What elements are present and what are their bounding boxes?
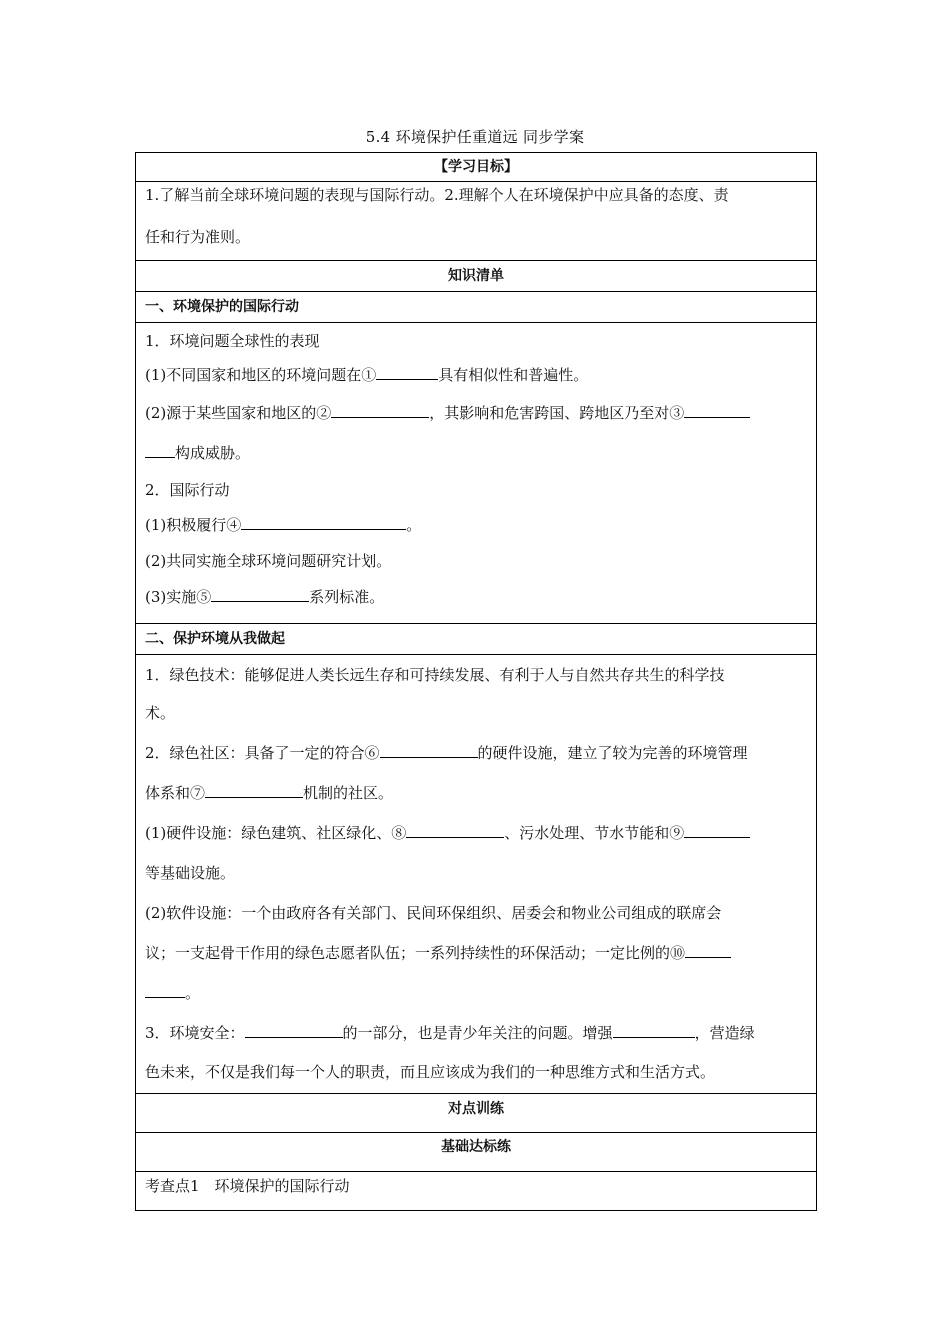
section1-content-row (136, 323, 817, 624)
s1-item-b (145, 393, 807, 433)
hw-line-2: 等基础设施。 (145, 864, 236, 882)
hw-line-1 (145, 813, 807, 853)
sw-line3-post: 。 (185, 984, 201, 1002)
hw-pre: (1)硬件设施：绿色建筑、社区绿化、⑧ (145, 824, 407, 842)
blank-1 (376, 364, 438, 380)
training-header: 对点训练 (136, 1094, 817, 1133)
s1-item-b-cont (145, 433, 807, 473)
s2-item-a (145, 507, 807, 543)
g1-line-2: 术。 (145, 704, 176, 722)
training-header-row (136, 1094, 817, 1133)
checkpoint: 考查点1 环境保护的国际行动 (136, 1172, 817, 1211)
objectives-line-2: 任和行为准则。 (145, 228, 251, 246)
section2-content-row (136, 655, 817, 1094)
sw-line2-pre: 议；一支起骨干作用的绿色志愿者队伍；一系列持续性的环保活动；一定比例的⑩ (145, 944, 686, 962)
blank-10b (145, 982, 185, 998)
blank-10a (685, 942, 731, 958)
g3-line-1 (145, 1013, 807, 1053)
s1-item-b-mid: ，其影响和危害跨国、跨地区乃至对③ (429, 404, 685, 422)
sw-line-2 (145, 933, 807, 973)
basic-header: 基础达标练 (136, 1133, 817, 1172)
blank-2 (331, 402, 429, 418)
section1-content (136, 323, 817, 624)
g2-mid: 的硬件设施，建立了较为完善的环境管理 (477, 744, 748, 762)
sw-line-3 (145, 973, 807, 1013)
study-guide-table (135, 152, 817, 1211)
s1-item-a (145, 357, 807, 393)
g3-pre: 3．环境安全： (145, 1024, 245, 1042)
blank-6 (380, 742, 478, 758)
section1-title: 一、环境保护的国际行动 (136, 292, 817, 323)
g3-post: ，营造绿 (694, 1024, 755, 1042)
knowledge-header: 知识清单 (136, 261, 817, 292)
s2-item-c (145, 579, 807, 615)
sw-line-1: (2)软件设施：一个由政府各有关部门、民间环保组织、居委会和物业公司组成的联席会 (145, 904, 722, 922)
knowledge-header-row (136, 261, 817, 292)
s1-item-a-pre: (1)不同国家和地区的环境问题在① (145, 366, 377, 384)
basic-header-row (136, 1133, 817, 1172)
blank-5 (211, 586, 309, 602)
blank-3a (684, 402, 750, 418)
g2-line-2 (145, 773, 807, 813)
s1-item-b-post: 构成威胁。 (175, 444, 251, 462)
s1-item-b-pre: (2)源于某些国家和地区的② (145, 404, 332, 422)
section1-title-row (136, 292, 817, 323)
s2-item-c-pre: (3)实施⑤ (145, 588, 212, 606)
s2-heading: 2．国际行动 (145, 481, 230, 499)
blank-9 (684, 822, 750, 838)
g2-line2-pre: 体系和⑦ (145, 784, 206, 802)
blank-8 (406, 822, 504, 838)
blank-7 (205, 782, 303, 798)
s2-item-b: (2)共同实施全球环境问题研究计划。 (145, 552, 392, 570)
objectives-cell (136, 182, 817, 261)
objectives-header: 【学习目标】 (136, 153, 817, 182)
g3-mid: 的一部分，也是青少年关注的问题。增强 (342, 1024, 613, 1042)
objectives-line-1: 1.了解当前全球环境问题的表现与国际行动。2.理解个人在环境保护中应具备的态度、责 (145, 186, 729, 204)
objectives-header-row (136, 153, 817, 182)
g2-line-1 (145, 733, 807, 773)
objectives-row (136, 182, 817, 261)
s1-heading: 1．环境问题全球性的表现 (145, 332, 320, 350)
section2-content (136, 655, 817, 1094)
blank-3b (145, 442, 175, 458)
blank-4 (241, 514, 406, 530)
g3-line-2: 色未来，不仅是我们每一个人的职责，而且应该成为我们的一种思维方式和生活方式。 (145, 1063, 716, 1081)
g2-pre: 2．绿色社区：具备了一定的符合⑥ (145, 744, 380, 762)
section2-title: 二、保护环境从我做起 (136, 624, 817, 655)
s2-item-a-post: 。 (406, 516, 422, 534)
blank-11 (245, 1022, 343, 1038)
g1-line-1: 1．绿色技术：能够促进人类长远生存和可持续发展、有利于人与自然共存共生的科学技 (145, 666, 725, 684)
s1-item-a-post: 具有相似性和普遍性。 (438, 366, 589, 384)
s2-item-a-pre: (1)积极履行④ (145, 516, 242, 534)
section2-title-row (136, 624, 817, 655)
s2-item-c-post: 系列标准。 (309, 588, 385, 606)
hw-mid: 、污水处理、节水节能和⑨ (504, 824, 685, 842)
checkpoint-row (136, 1172, 817, 1211)
g2-line2-post: 机制的社区。 (303, 784, 394, 802)
document-title: 5.4 环境保护任重道远 同步学案 (365, 128, 585, 146)
blank-12 (613, 1022, 695, 1038)
